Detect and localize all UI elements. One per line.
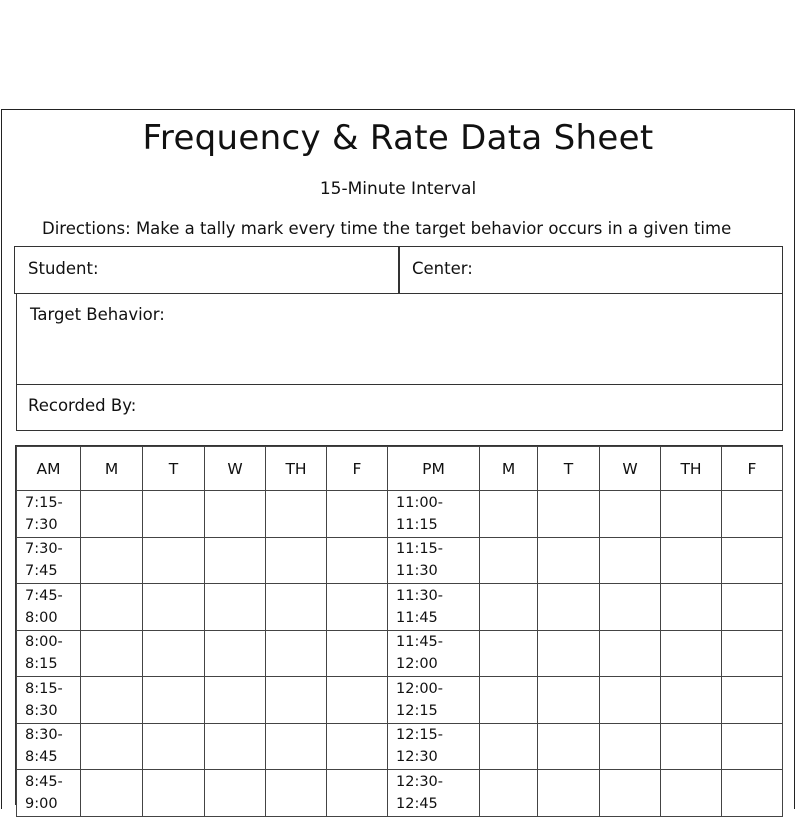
am-time-cell	[17, 677, 81, 724]
tally-cell[interactable]	[266, 491, 327, 538]
table-row	[17, 770, 783, 817]
tally-grid	[16, 446, 783, 817]
tally-cell[interactable]	[327, 723, 388, 770]
time-label: 7:30-	[25, 541, 63, 558]
time-label: 12:15-	[396, 727, 444, 744]
table-row	[17, 491, 783, 538]
am-time-cell	[17, 770, 81, 817]
column-header: TH	[266, 447, 327, 491]
tally-cell[interactable]	[722, 630, 783, 677]
am-time-cell	[17, 537, 81, 584]
pm-time-cell	[388, 630, 480, 677]
tally-cell[interactable]	[143, 491, 205, 538]
tally-cell[interactable]	[538, 584, 600, 631]
time-label: 7:45-	[25, 587, 63, 604]
tally-cell[interactable]	[480, 677, 538, 724]
recorded-by-field[interactable]: Recorded By:	[28, 396, 137, 415]
tally-cell[interactable]	[205, 584, 266, 631]
table-row	[17, 677, 783, 724]
time-label: 7:45	[25, 563, 58, 580]
tally-cell[interactable]	[722, 537, 783, 584]
time-label: 11:45	[396, 609, 438, 626]
tally-cell[interactable]	[722, 584, 783, 631]
tally-cell[interactable]	[538, 770, 600, 817]
tally-cell[interactable]	[327, 677, 388, 724]
tally-cell[interactable]	[143, 770, 205, 817]
tally-cell[interactable]	[538, 491, 600, 538]
tally-cell[interactable]	[205, 537, 266, 584]
tally-cell[interactable]	[327, 630, 388, 677]
tally-cell[interactable]	[266, 770, 327, 817]
tally-cell[interactable]	[480, 491, 538, 538]
tally-cell[interactable]	[480, 584, 538, 631]
time-label: 8:15-	[25, 680, 63, 697]
column-header: T	[143, 447, 205, 491]
column-header: W	[205, 447, 266, 491]
tally-cell[interactable]	[266, 630, 327, 677]
tally-cell[interactable]	[600, 677, 661, 724]
time-label: 11:15-	[396, 541, 444, 558]
time-label: 9:00	[25, 795, 58, 812]
time-label: 8:45-	[25, 773, 63, 790]
table-row	[17, 630, 783, 677]
tally-cell[interactable]	[143, 723, 205, 770]
tally-cell[interactable]	[538, 677, 600, 724]
column-header: TH	[661, 447, 722, 491]
tally-cell[interactable]	[600, 723, 661, 770]
center-field[interactable]: Center:	[412, 259, 473, 278]
tally-cell[interactable]	[600, 584, 661, 631]
pm-time-cell	[388, 677, 480, 724]
tally-cell[interactable]	[205, 630, 266, 677]
time-label: 12:00-	[396, 680, 444, 697]
column-header: T	[538, 447, 600, 491]
student-center-divider	[398, 246, 400, 294]
tally-cell[interactable]	[722, 770, 783, 817]
tally-cell[interactable]	[81, 723, 143, 770]
tally-cell[interactable]	[143, 677, 205, 724]
column-header: M	[480, 447, 538, 491]
tally-cell[interactable]	[538, 723, 600, 770]
time-label: 8:00	[25, 609, 58, 626]
pm-time-cell	[388, 723, 480, 770]
pm-time-cell	[388, 491, 480, 538]
tally-cell[interactable]	[538, 537, 600, 584]
time-label: 11:30	[396, 563, 438, 580]
student-field[interactable]: Student:	[28, 259, 99, 278]
table-row	[17, 584, 783, 631]
tally-cell[interactable]	[327, 537, 388, 584]
tally-cell[interactable]	[722, 491, 783, 538]
tally-cell[interactable]	[81, 770, 143, 817]
tally-cell[interactable]	[661, 677, 722, 724]
tally-cell[interactable]	[480, 537, 538, 584]
am-time-cell	[17, 491, 81, 538]
table-row	[17, 537, 783, 584]
tally-cell[interactable]	[661, 537, 722, 584]
tally-cell[interactable]	[661, 630, 722, 677]
tally-cell[interactable]	[266, 584, 327, 631]
tally-cell[interactable]	[266, 537, 327, 584]
column-header: F	[722, 447, 783, 491]
tally-cell[interactable]	[205, 677, 266, 724]
time-label: 8:00-	[25, 634, 63, 651]
time-label: 11:45-	[396, 634, 444, 651]
sheet-subtitle: 15-Minute Interval	[319, 179, 477, 199]
column-header: F	[327, 447, 388, 491]
tally-cell[interactable]	[327, 491, 388, 538]
tally-cell[interactable]	[205, 491, 266, 538]
tally-cell[interactable]	[81, 491, 143, 538]
tally-cell[interactable]	[480, 630, 538, 677]
directions-text: Directions: Make a tally mark every time the target behavior occurs in a given time	[42, 219, 732, 238]
tally-cell[interactable]	[722, 723, 783, 770]
am-time-cell	[17, 584, 81, 631]
grid-header-row	[17, 447, 783, 491]
tally-cell[interactable]	[143, 630, 205, 677]
am-time-cell	[17, 723, 81, 770]
tally-cell[interactable]	[143, 537, 205, 584]
time-label: 11:30-	[396, 587, 444, 604]
tally-cell[interactable]	[600, 770, 661, 817]
sheet-title: Frequency & Rate Data Sheet	[142, 118, 654, 158]
time-label: 8:45	[25, 749, 58, 766]
tally-cell[interactable]	[661, 584, 722, 631]
pm-time-cell	[388, 584, 480, 631]
tally-cell[interactable]	[722, 677, 783, 724]
time-label: 8:15	[25, 656, 58, 673]
column-header: M	[81, 447, 143, 491]
tally-cell[interactable]	[327, 584, 388, 631]
time-label: 12:30	[396, 749, 438, 766]
table-row	[17, 723, 783, 770]
tally-cell[interactable]	[266, 677, 327, 724]
tally-cell[interactable]	[661, 770, 722, 817]
column-header: PM	[388, 447, 480, 491]
tally-cell[interactable]	[81, 677, 143, 724]
tally-cell[interactable]	[205, 723, 266, 770]
time-label: 7:30	[25, 516, 58, 533]
tally-cell[interactable]	[266, 723, 327, 770]
tally-cell[interactable]	[600, 491, 661, 538]
time-label: 12:00	[396, 656, 438, 673]
pm-time-cell	[388, 537, 480, 584]
time-label: 12:45	[396, 795, 438, 812]
pm-time-cell	[388, 770, 480, 817]
tally-cell[interactable]	[480, 723, 538, 770]
tally-cell[interactable]	[81, 584, 143, 631]
tally-cell[interactable]	[143, 584, 205, 631]
tally-cell[interactable]	[81, 537, 143, 584]
tally-cell[interactable]	[538, 630, 600, 677]
column-header: AM	[17, 447, 81, 491]
column-header: W	[600, 447, 661, 491]
time-label: 8:30	[25, 702, 58, 719]
time-label: 8:30-	[25, 727, 63, 744]
target-behavior-field[interactable]: Target Behavior:	[30, 305, 165, 324]
tally-cell[interactable]	[600, 630, 661, 677]
time-label: 12:30-	[396, 773, 444, 790]
time-label: 11:15	[396, 516, 438, 533]
tally-cell[interactable]	[661, 723, 722, 770]
am-time-cell	[17, 630, 81, 677]
time-label: 11:00-	[396, 494, 444, 511]
tally-cell[interactable]	[480, 770, 538, 817]
time-label: 7:15-	[25, 494, 63, 511]
tally-cell[interactable]	[205, 770, 266, 817]
tally-cell[interactable]	[327, 770, 388, 817]
tally-cell[interactable]	[661, 491, 722, 538]
time-label: 12:15	[396, 702, 438, 719]
tally-cell[interactable]	[600, 537, 661, 584]
tally-cell[interactable]	[81, 630, 143, 677]
